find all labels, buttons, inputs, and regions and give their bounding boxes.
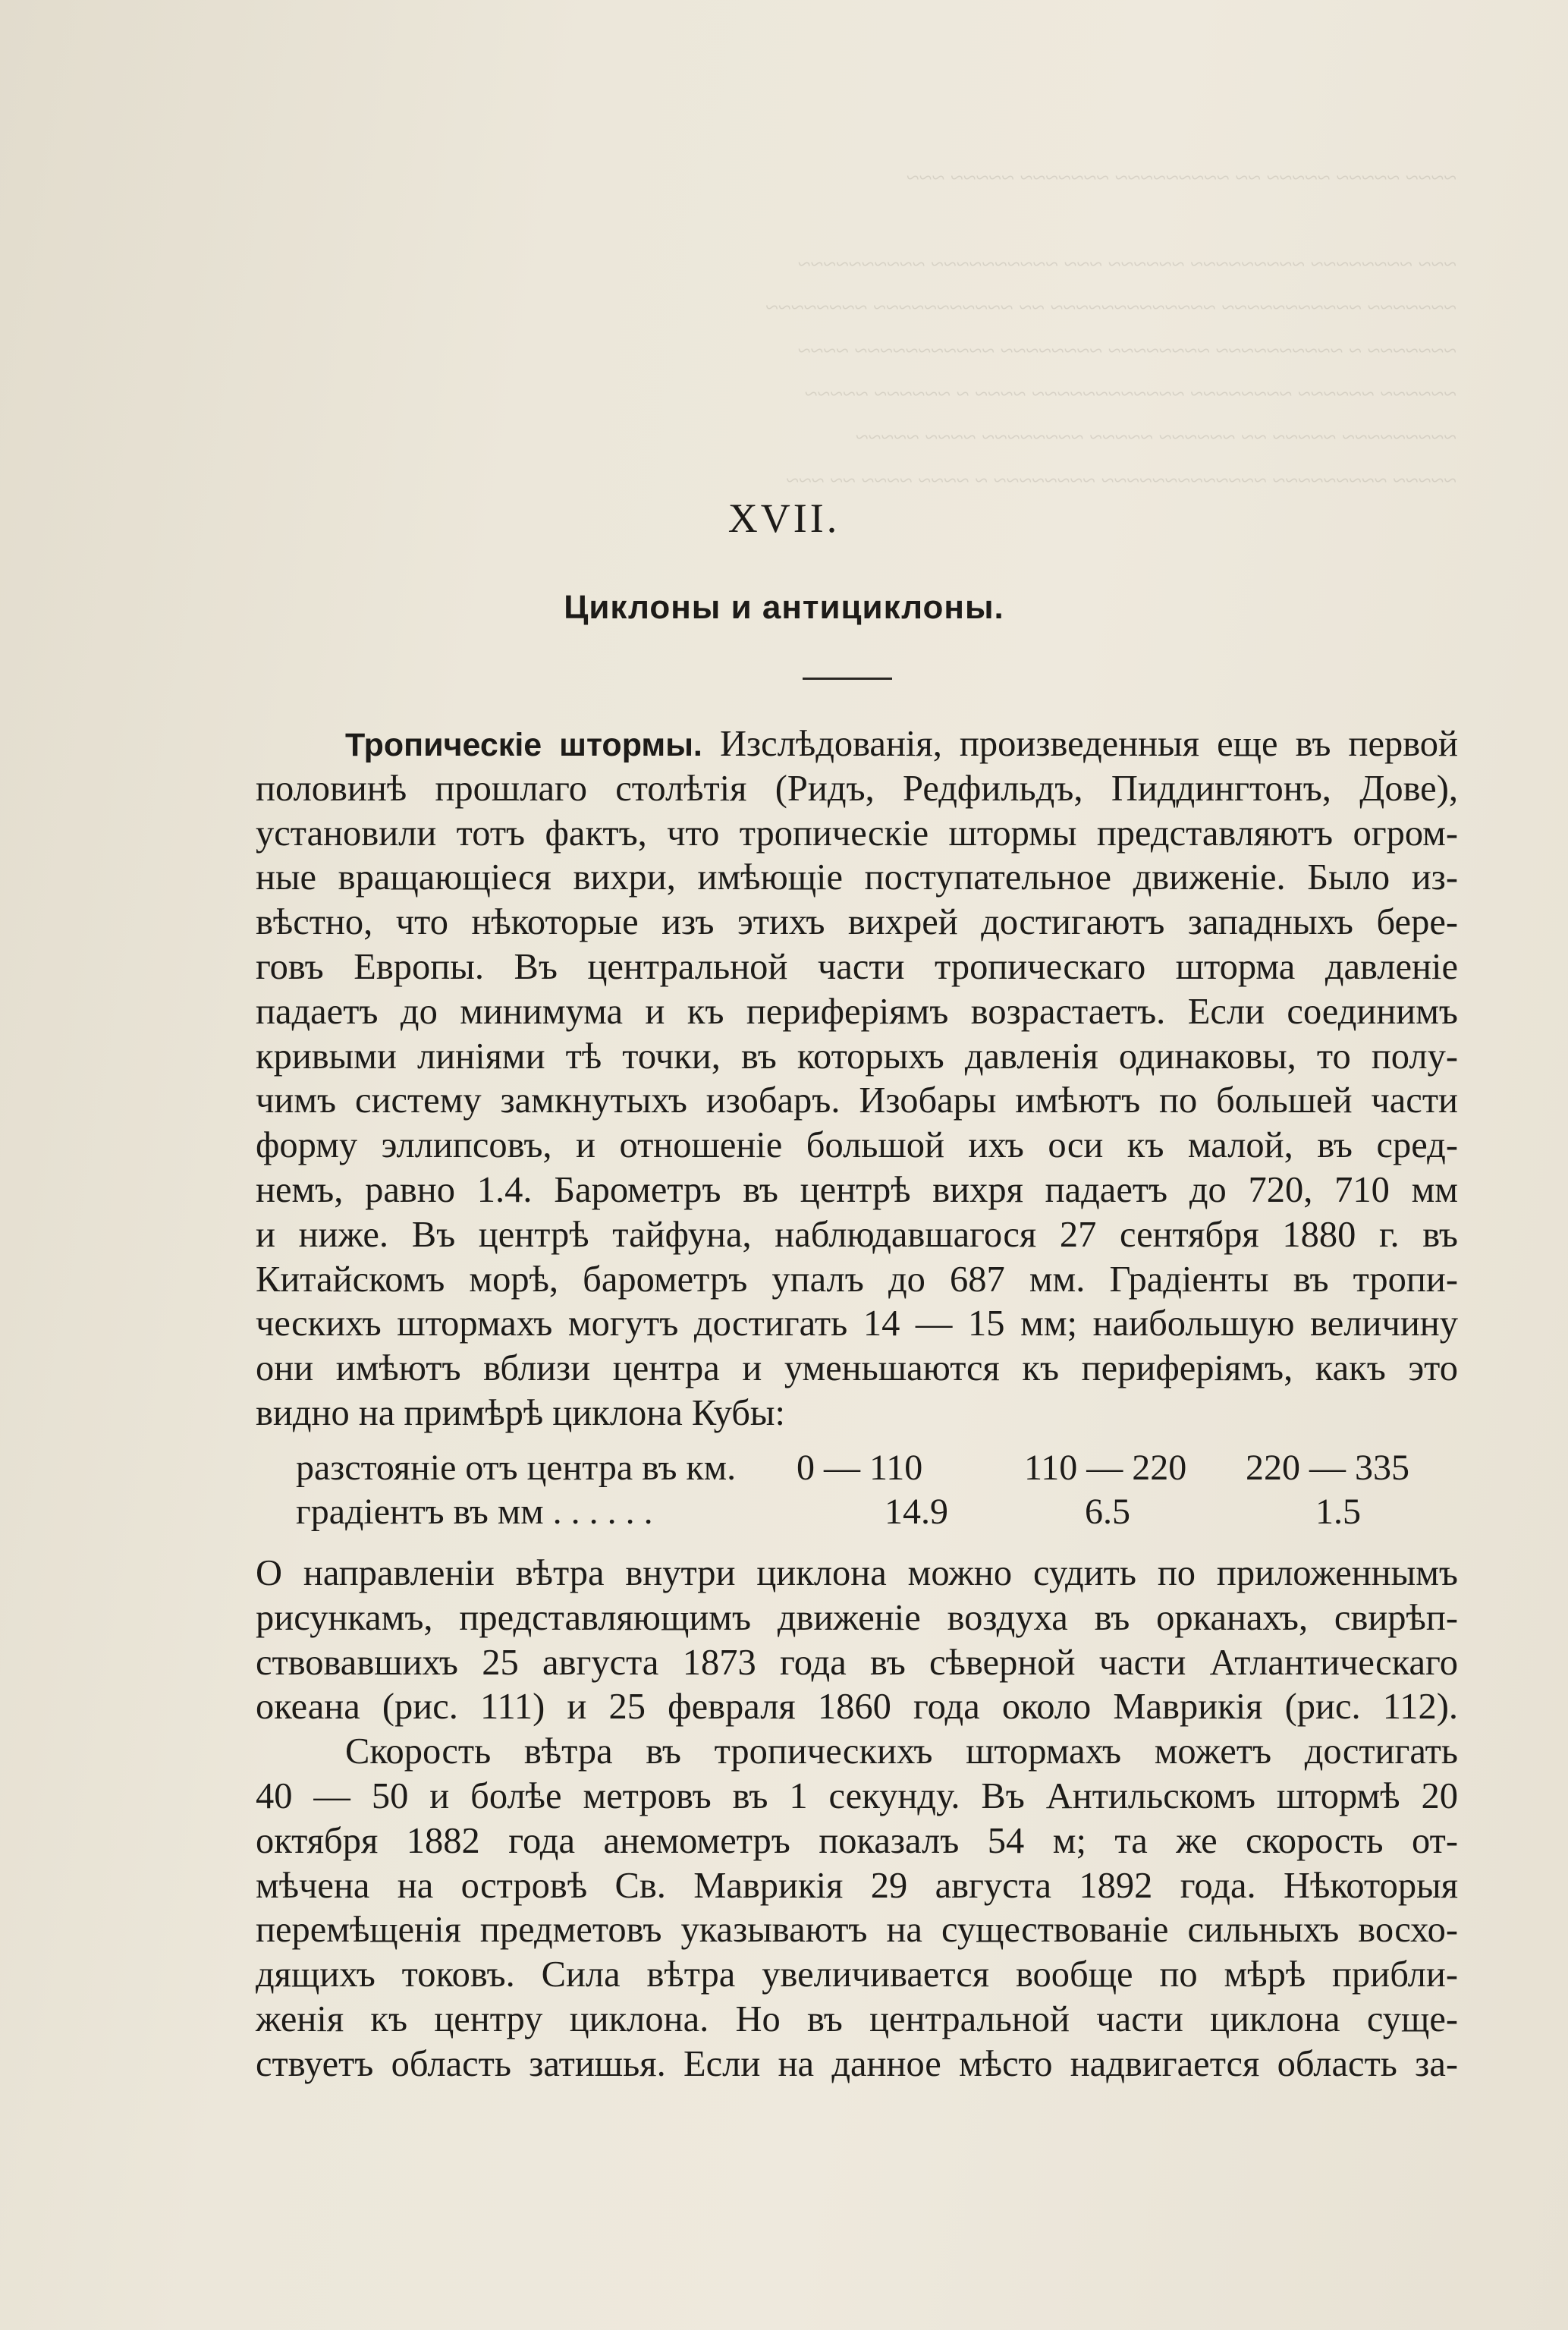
text-line: падаетъ до минимума и къ периферіямъ возрастаетъ. Если соединимъ [256, 991, 1458, 1032]
text-line: Китайскомъ морѣ, барометръ упалъ до 687 мм. Градіенты въ тропи- [256, 1259, 1458, 1300]
text-line: октября 1882 года анемометръ показалъ 54 м; та же скорость от- [256, 1820, 1458, 1861]
chapter-number: XVII. [727, 495, 841, 541]
table-cell: 0 — 110 [797, 1448, 923, 1488]
text-line: рисункамъ, представляющимъ движеніе воздуха въ орканахъ, свирѣп- [256, 1597, 1458, 1638]
text-line: мѣчена на островѣ Св. Маврикія 29 августа 1892 года. Нѣкоторыя [256, 1865, 1458, 1906]
text-line: 40 — 50 и болѣе метровъ въ 1 секунду. Въ Антильскомъ штормѣ 20 [256, 1775, 1458, 1816]
text-line: говъ Европы. Въ центральной части тропическаго шторма давленіе [256, 946, 1458, 987]
paragraph-tropical-storms [256, 722, 1458, 1436]
text-line: ствовавшихъ 25 августа 1873 года въ сѣверной части Атлантическаго [256, 1642, 1458, 1683]
text-line: ческихъ штормахъ могутъ достигать 14 — 15 мм; наибольшую величину [256, 1303, 1458, 1344]
text-line: кривыми линіями тѣ точки, въ которыхъ давленія одинаковы, то полу- [256, 1036, 1458, 1077]
chapter-title: Циклоны и антициклоны. [564, 589, 1004, 626]
table-row-label: градіентъ въ мм . . . . . . [296, 1492, 653, 1532]
text-line: дящихъ токовъ. Сила вѣтра увеличивается вообще по мѣрѣ прибли- [256, 1954, 1458, 1995]
table-cell: 220 — 335 [1246, 1448, 1409, 1488]
table-cell: 1.5 [1315, 1492, 1361, 1532]
text-line: немъ, равно 1.4. Барометръ въ центрѣ вихря падаетъ до 720, 710 мм [256, 1169, 1458, 1210]
text-line: перемѣщенія предметовъ указываютъ на существованіе сильныхъ восхо- [256, 1910, 1458, 1951]
text-line: О направленіи вѣтра внутри циклона можно судить по приложеннымъ [256, 1553, 1458, 1593]
text-line: ные вращающіеся вихри, имѣющіе поступательное движеніе. Было из- [256, 857, 1458, 898]
text-line: чимъ систему замкнутыхъ изобаръ. Изобары имѣютъ по большей части [256, 1080, 1458, 1121]
text-line: вѣстно, что нѣкоторые изъ этихъ вихрей достигаютъ западныхъ бере- [256, 902, 1458, 943]
text-line: ствуетъ область затишья. Если на данное мѣсто надвигается область за- [256, 2043, 1458, 2084]
table-cell: 110 — 220 [1024, 1448, 1187, 1488]
table-cell: 14.9 [885, 1492, 948, 1532]
table-row-label: разстояніе отъ центра въ км. [296, 1448, 737, 1488]
paragraph-wind-direction [256, 1552, 1458, 2087]
paragraph-lead: Тропическіе штормы. [345, 727, 702, 763]
text-line: видно на примѣрѣ циклона Кубы: [256, 1392, 785, 1433]
text-line: форму эллипсовъ, и отношеніе большой ихъ оси къ малой, въ сред- [256, 1125, 1458, 1166]
text-line: Скорость вѣтра въ тропическихъ штормахъ можетъ достигать [345, 1731, 1458, 1772]
text-line: они имѣютъ вблизи центра и уменьшаются къ периферіямъ, какъ это [256, 1348, 1458, 1389]
bleed-through-text: ~~~~ ~~~~~ ~~~~~ ~~ ~~~~~~~~~ ~~~~~~~ ~~~~~ ~~~ ~~~ ~~~~~~~~ ~~~~~~~~~ ~~~~~~ ~~~ ~~~~~~~~~~ ~~~~~~~~~~ ~~~~~~~ ~~~~~~~~~~~ ~~~~~~~~~~~~~ ~~ ~~~~~~~~~~~ ~~~~~~~~ ~~~~~~~ ~ ~~~~~~~~~~ ~~~~~~~~ ~~~~~~~~ ~~~~~~~~~~~ ~~~~ ~~~~~~ ~~~~~~ ~~~~~~~~ ~~~~~~~~~~~~ ~~~~ ~ ~~~~~~ ~~~~~ ~~~~~~~~~ ~~~~~ ~~ ~~~~~~ ~~~~~ ~~~~~~~~ ~~~~ ~~~~~ ~~~~~ ~~~~~~~~~ ~~~~~~~~~~~~~ ~~~~~~~~ ~ ~~~~ ~~~~ ~~ ~~~ [765, 164, 1456, 493]
text-line: океана (рис. 111) и 25 февраля 1860 года около Маврикія (рис. 112). [256, 1687, 1458, 1728]
text-line: установили тотъ фактъ, что тропическіе штормы представляютъ огром- [256, 813, 1458, 854]
text-line: Тропическіе штормы. Изслѣдованія, произведенныя еще въ первой [345, 724, 1459, 764]
title-divider [803, 678, 892, 680]
table-cell: 6.5 [1085, 1492, 1130, 1532]
text-line: половинѣ прошлаго столѣтія (Ридъ, Редфильдъ, Пиддингтонъ, Дове), [256, 768, 1458, 809]
text-line: и ниже. Въ центрѣ тайфуна, наблюдавшагося 27 сентября 1880 г. въ [256, 1214, 1458, 1255]
text-line: женія къ центру циклона. Но въ центральной части циклона суще- [256, 1998, 1458, 2039]
